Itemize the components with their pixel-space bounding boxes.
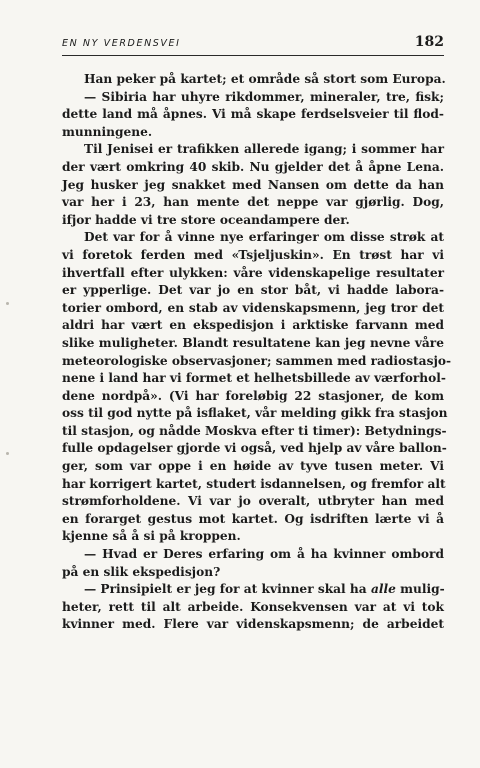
page-number: 182 — [414, 34, 444, 50]
text-line: strømforholdene. Vi var jo overalt, utbryter han med — [62, 494, 444, 509]
book-page — [62, 34, 452, 634]
text-line: aldri har vært en ekspedisjon i arktiske farvann med — [62, 318, 444, 333]
text-line: ger, som var oppe i en høide av tyve tusen meter. Vi — [62, 459, 444, 474]
text-line: fulle opdagelser gjorde vi også, ved hjelp av våre ballon- — [62, 441, 447, 456]
text-line: munningene. — [62, 124, 153, 139]
text-line: ihvertfall efter ulykken: våre videnskapelige resultater — [62, 265, 444, 280]
text-line: der vært omkring 40 skib. Nu gjelder det å åpne Lena. — [62, 159, 444, 174]
body-text — [62, 71, 452, 634]
text-line: Jeg husker jeg snakket med Nansen om dette da han — [62, 177, 444, 192]
text-line: meteorologiske observasjoner; sammen med radiostasjo- — [62, 353, 452, 368]
margin-speck — [6, 452, 9, 455]
running-head — [62, 34, 444, 56]
text-line: dette land må åpnes. Vi må skape ferdselsveier til flod- — [62, 107, 444, 122]
text-line: Det var for å vinne nye erfaringer om disse strøk at — [84, 230, 444, 245]
text-line: vi foretok ferden med «Tsjeljuskin». En trøst har vi — [62, 247, 444, 262]
text-line: dene nordpå». (Vi har foreløbig 22 stasjoner, de kom — [62, 388, 444, 403]
text-line: en forarget gestus mot kartet. Og isdriften lærte vi å — [62, 511, 444, 526]
text-line: — Hvad er Deres erfaring om å ha kvinner ombord — [84, 547, 444, 562]
text-line: er ypperlige. Det var jo en stor båt, vi hadde labora- — [62, 283, 444, 298]
text-line: oss til god nytte på isflaket, vår melding gikk fra stasjon — [62, 406, 448, 421]
text-line: ifjor hadde vi tre store oceandampere der. — [62, 212, 350, 227]
margin-speck — [6, 302, 9, 305]
text-line: nene i land har vi formet et helhetsbillede av værforhol- — [62, 371, 446, 386]
text-line: Han peker på kartet; et område så stort som Europa. — [84, 72, 446, 86]
text-line: kjenne så å si på kroppen. — [62, 529, 241, 544]
text-line: var her i 23, han mente det neppe var gjørlig. Dog, — [62, 195, 444, 210]
text-line: — Prinsipielt er jeg for at kvinner skal ha alle mulig- — [84, 582, 445, 597]
text-line: torier ombord, en stab av videnskapsmenn, jeg tror det — [62, 300, 444, 315]
text-line: på en slik ekspedisjon? — [62, 564, 221, 579]
text-line: har korrigert kartet, studert isdannelsen, og fremfor alt — [62, 476, 446, 491]
text-line: kvinner med. Flere var videnskapsmenn; de arbeidet — [62, 617, 444, 632]
text-line: heter, rett til alt arbeide. Konsekvensen var at vi tok — [62, 599, 444, 614]
text-line: til stasjon, og nådde Moskva efter ti timer): Betydnings- — [62, 423, 447, 438]
text-line: slike muligheter. Blandt resultatene kan jeg nevne våre — [62, 335, 444, 350]
text-line: — Sibiria har uhyre rikdommer, mineraler, tre, fisk; — [84, 89, 444, 104]
running-title: EN NY VERDENSVEI — [62, 38, 181, 49]
text-line: Til Jenisei er trafikken allerede igang; i sommer har — [84, 142, 444, 157]
